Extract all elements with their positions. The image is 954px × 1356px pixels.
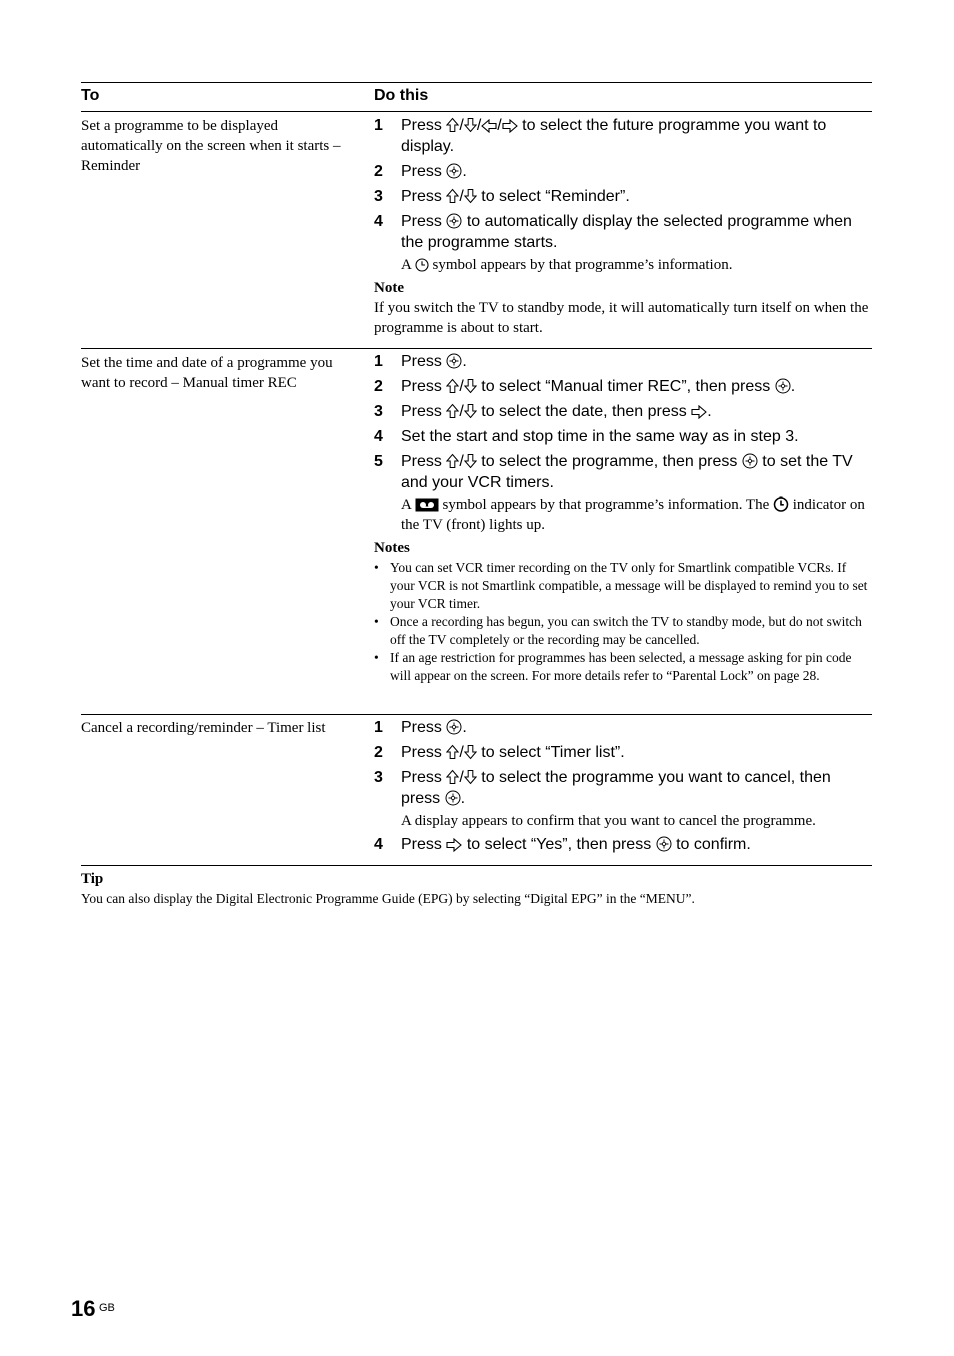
circle-plus-ok-icon [446,719,462,735]
step-text: to automatically display the selected programme when the programme starts. [401,213,852,251]
header-to: To [81,87,100,104]
circle-plus-ok-icon [446,213,462,229]
step-text: . [460,790,466,807]
arrow-down-outline-icon [464,378,477,394]
page-number: 16 [71,1296,96,1321]
arrow-up-outline-icon [446,378,459,394]
arrow-left-outline-icon [481,119,497,133]
note-bullet-text: You can set VCR timer recording on the TV only for Smartlink compatible VCRs. If your VCR is not Smartlink compatible, a message will be displayed to remind you to set your VCR timer. [390,560,868,611]
arrow-up-outline-icon [446,769,459,785]
circle-plus-ok-icon [775,378,791,394]
circle-plus-ok-icon [446,163,462,179]
tip-heading: Tip [81,871,104,887]
subnote-text: indicator on the TV (front) lights up. [401,497,865,533]
step-text: Press [401,453,442,470]
step-text: Press [401,353,442,370]
table-row-timer-list: Cancel a recording/reminder – Timer list 1 Press . 2 Press / to select “Timer list”. 3 Press / to select the programme you want to cancel, then press . A display appears to confirm that you want to cancel the programme. 4 Press to select “Yes”, then press to confirm. [81,715,872,866]
step-text: . [790,378,796,395]
step-text: to select the date, then press [481,403,687,420]
row-label-timer-list: Cancel a recording/reminder – Timer list [81,720,326,736]
step-text: to select the programme, then press [481,453,738,470]
step-subnote [401,495,872,535]
note-heading: Note [374,280,404,296]
circle-plus-ok-icon [742,453,758,469]
circle-plus-ok-icon [445,790,461,806]
arrow-up-outline-icon [446,744,459,760]
bullet-mark: • [374,614,379,629]
arrow-up-outline-icon [446,188,459,204]
step-text: Press [401,213,442,230]
step-number: 3 [374,188,383,205]
circle-plus-ok-icon [656,836,672,852]
step-text: to select the programme you want to cancel, then press [401,769,831,807]
clock-icon [415,258,429,272]
step-number: 2 [374,378,383,395]
step-text: to select “Timer list”. [481,744,625,761]
step-text: Press [401,378,442,395]
arrow-down-outline-icon [464,403,477,419]
bullet-mark: • [374,560,379,575]
circle-plus-ok-icon [446,353,462,369]
step-text: . [707,403,712,420]
step-number: 4 [374,213,383,230]
step-text: Set the start and stop time in the same way as in step 3. [401,428,799,445]
step-number: 4 [374,836,383,853]
arrow-up-outline-icon [446,453,459,469]
step-text: Press [401,744,442,761]
step-text: Press [401,769,442,786]
step-number: 1 [374,353,383,370]
arrow-up-outline-icon [446,403,459,419]
step-text: Press [401,719,442,736]
arrow-right-outline-icon [502,119,518,133]
step-number: 2 [374,163,383,180]
step-text: to select “Yes”, then press [466,836,652,853]
notes-heading: Notes [374,540,410,556]
arrow-down-outline-icon [464,117,477,133]
step-text: to confirm. [676,836,751,853]
row-label-manual-timer: Set the time and date of a programme you want to record – Manual timer REC [81,355,333,391]
page-suffix: GB [99,1302,115,1314]
step-number: 4 [374,428,383,445]
step-number: 2 [374,744,383,761]
step-number: 5 [374,453,383,470]
step-text: Press [401,403,442,420]
subnote-text: symbol appears by that programme’s information. The [442,497,770,513]
step-text: . [462,719,467,736]
subnote-text: A [401,257,412,273]
row-label-reminder: Set a programme to be displayed automatically on the screen when it starts – Reminder [81,118,341,174]
note-text: If you switch the TV to standby mode, it will automatically turn itself on when the programme is about to start. [374,300,869,336]
step-text: to set the TV and your VCR timers. [401,453,853,491]
step-text: to select the future programme you want to display. [401,117,827,155]
step-number: 1 [374,117,383,134]
step-text: . [462,353,467,370]
step-text: Press [401,163,442,180]
arrow-right-outline-icon [691,405,707,419]
step-subnote [401,255,872,275]
step-text: to select “Manual timer REC”, then press [481,378,771,395]
step-number: 3 [374,769,383,786]
subnote-text: A [401,497,412,513]
step-text: Press [401,188,442,205]
table-row-reminder: Set a programme to be displayed automatically on the screen when it starts – Reminder 1 Press / / / to select the future programme you want to display. 2 Press . 3 Press / to select “Reminder”. 4 Press to automatically display the selected programme when the programme starts. A symbol appears by that programme’s information. Note If you switch the TV to standby mode, it will automatically turn itself on when the programme is about to start. [81,112,872,349]
step-text: Press [401,117,442,134]
step-number: 1 [374,719,383,736]
arrow-up-outline-icon [446,117,459,133]
instruction-table [81,82,872,866]
step-text: Press [401,836,442,853]
step-text: to select “Reminder”. [481,188,630,205]
subnote-text: symbol appears by that programme’s information. [432,257,733,273]
arrow-down-outline-icon [464,769,477,785]
tip-text: You can also display the Digital Electronic Programme Guide (EPG) by selecting “Digital EPG” in the “MENU”. [81,891,695,906]
arrow-down-outline-icon [464,453,477,469]
header-do-this: Do this [374,87,429,104]
note-bullet-text: If an age restriction for programmes has been selected, a message asking for pin code will appear on the screen. For more details refer to “Parental Lock” on page 28. [390,650,852,683]
table-row-manual-timer: Set the time and date of a programme you want to record – Manual timer REC 1 Press . 2 Press / to select “Manual timer REC”, then press . 3 Press / to select the date, then press . 4 Set the start and stop time in the same way as in step 3. 5 Press / to select the programme, then press to set the TV and your VCR timers. A symbol appears by that programme’s information. The indicator on the TV (front) lights up. Notes • You can set VCR timer recording on the TV only for Smartlink compatible VCRs. If your VCR is not Smartlink compatible, a message will be displayed to remind you to set your VCR timer. • Once a recording has begun, you can switch the TV to standby mode, but do not switch off the TV completely or the recording may be cancelled. • If an age restriction for programmes has been selected, a message asking for pin code will appear on the screen. For more details refer to “Parental Lock” on page 28. [81,349,872,715]
arrow-down-outline-icon [464,188,477,204]
arrow-right-outline-icon [446,838,462,852]
bullet-mark: • [374,650,379,665]
note-bullet-text: Once a recording has begun, you can switch the TV to standby mode, but do not switch off the TV completely or the recording may be cancelled. [390,614,862,647]
vcr-cassette-icon [415,498,439,512]
timer-indicator-icon [773,496,789,512]
step-text: . [462,163,467,180]
step-number: 3 [374,403,383,420]
arrow-down-outline-icon [464,744,477,760]
table-header [81,83,872,112]
step-subnote: A display appears to confirm that you want to cancel the programme. [401,813,816,829]
